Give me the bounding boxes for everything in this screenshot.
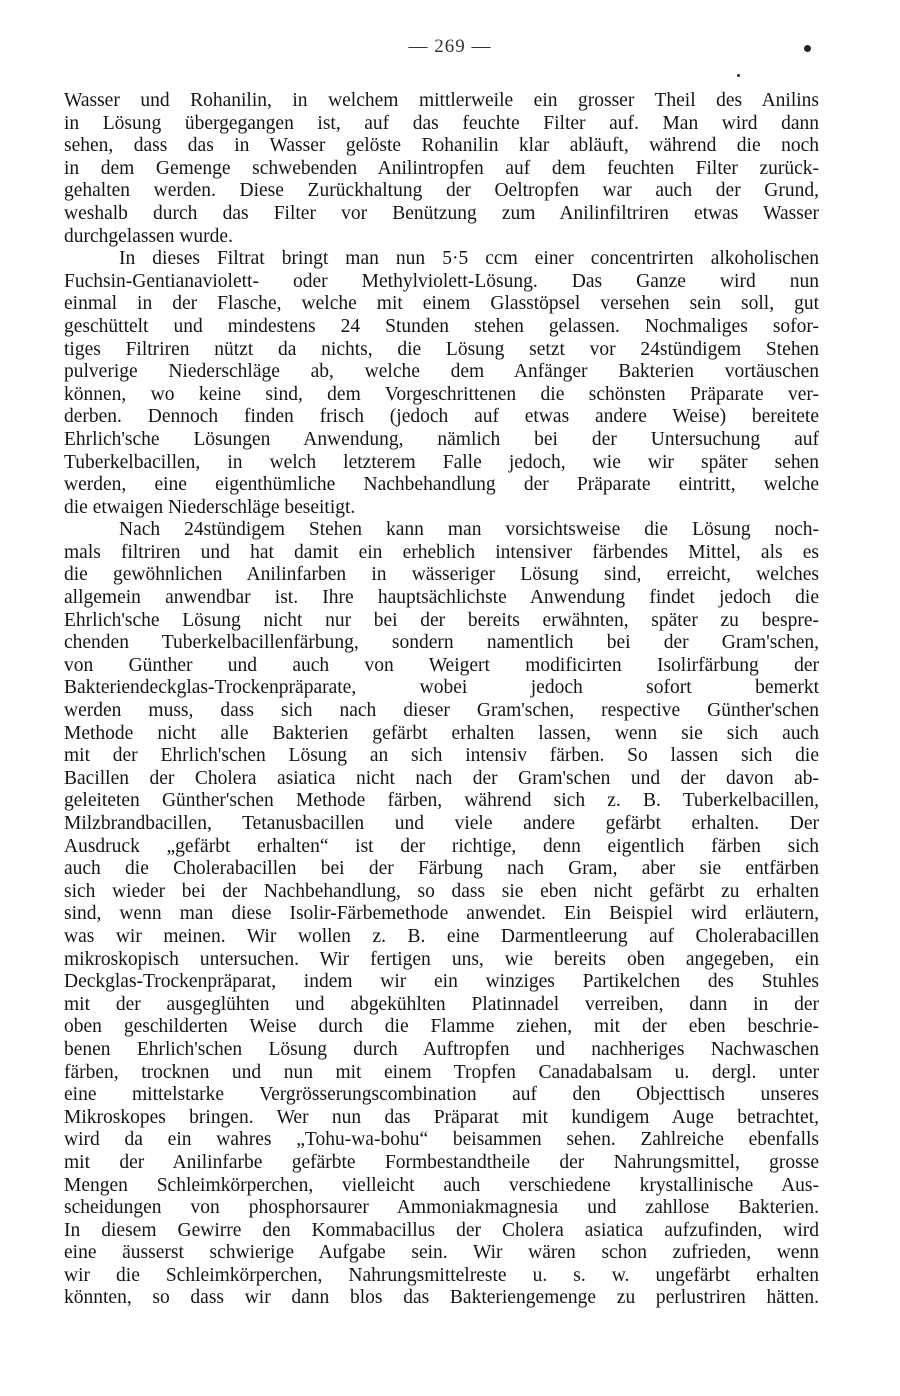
- text-line: auch die Cholerabacillen bei der Färbung nach Gram, aber sie entfärben: [64, 858, 819, 880]
- text-line: wir die Schleimkörperchen, Nahrungsmittelreste u. s. w. ungefärbt erhalten: [64, 1264, 819, 1286]
- print-speck-dot: [737, 74, 740, 77]
- body-text: [64, 90, 819, 1310]
- text-line: sehen, dass das in Wasser gelöste Rohanilin klar abläuft, während die noch: [64, 135, 819, 157]
- text-line: mals filtriren und hat damit ein erheblich intensiver färbendes Mittel, als es: [64, 541, 819, 563]
- text-line: Ehrlich'sche Lösung nicht nur bei der bereits erwähnten, später zu bespre-: [64, 609, 819, 631]
- text-line: mikroskopisch untersuchen. Wir fertigen uns, wie bereits oben angegeben, ein: [64, 948, 819, 970]
- text-line: In diesem Gewirre den Kommabacillus der Cholera asiatica aufzufinden, wird: [64, 1219, 819, 1241]
- text-line: geleiteten Günther'schen Methode färben, während sich z. B. Tuberkelbacillen,: [64, 790, 819, 812]
- text-line: einmal in der Flasche, welche mit einem Glasstöpsel versehen sein soll, gut: [64, 293, 819, 315]
- text-line: in dem Gemenge schwebenden Anilintropfen auf dem feuchten Filter zurück-: [64, 157, 819, 179]
- text-line: durchgelassen wurde.: [64, 225, 233, 247]
- text-line: sind, wenn man diese Isolir-Färbemethode anwendet. Ein Beispiel wird erläutern,: [64, 903, 819, 925]
- print-speck-dot: [804, 45, 811, 52]
- text-line: mit der Anilinfarbe gefärbte Formbestandtheile der Nahrungsmittel, grosse: [64, 1151, 819, 1173]
- text-line: die gewöhnlichen Anilinfarben in wässeriger Lösung sind, erreicht, welches: [64, 564, 819, 586]
- text-line: Mikroskopes bringen. Wer nun das Präparat mit kundigem Auge betrachtet,: [64, 1106, 819, 1128]
- text-line: pulverige Niederschläge ab, welche dem Anfänger Bakterien vortäuschen: [64, 361, 819, 383]
- text-line: Mengen Schleimkörperchen, vielleicht auch verschiedene krystallinische Aus-: [64, 1174, 819, 1196]
- text-line: Nach 24stündigem Stehen kann man vorsichtsweise die Lösung noch-: [119, 519, 819, 541]
- text-line: Deckglas-Trockenpräparat, indem wir ein winziges Partikelchen des Stuhles: [64, 971, 819, 993]
- text-line: Milzbrandbacillen, Tetanusbacillen und viele andere gefärbt erhalten. Der: [64, 813, 819, 834]
- text-line: tiges Filtriren nützt da nichts, die Lösung setzt vor 24stündigem Stehen: [64, 338, 819, 360]
- text-line: was wir meinen. Wir wollen z. B. eine Darmentleerung auf Cholerabacillen: [64, 925, 819, 947]
- page-number: — 269 —: [408, 36, 492, 57]
- text-line: geschüttelt und mindestens 24 Stunden stehen gelassen. Nochmaliges sofor-: [64, 315, 819, 337]
- text-line: wird da ein wahres „Tohu-wa-bohu“ beisammen sehen. Zahlreiche ebenfalls: [64, 1129, 819, 1151]
- text-line: Wasser und Rohanilin, in welchem mittlerweile ein grosser Theil des Anilins: [64, 90, 819, 111]
- text-line: in Lösung übergegangen ist, auf das feuchte Filter auf. Man wird dann: [64, 112, 819, 134]
- text-line: Bakteriendeckglas-Trockenpräparate, wobei jedoch sofort bemerkt: [64, 677, 819, 699]
- text-line: von Günther und auch von Weigert modificirten Isolirfärbung der: [64, 654, 819, 676]
- text-line: scheidungen von phosphorsaurer Ammoniakmagnesia und zahllose Bakterien.: [64, 1197, 819, 1219]
- text-line: eine äusserst schwierige Aufgabe sein. Wir wären schon zufrieden, wenn: [64, 1242, 819, 1264]
- text-line: mit der ausgeglühten und abgekühlten Platinnadel verreiben, dann in der: [64, 993, 819, 1015]
- text-line: färben, trocknen und nun mit einem Tropfen Canadabalsam u. dergl. unter: [64, 1061, 819, 1083]
- text-line: eine mittelstarke Vergrösserungscombination auf den Objecttisch unseres: [64, 1084, 819, 1106]
- text-line: Ausdruck „gefärbt erhalten“ ist der richtige, denn eigentlich färben sich: [64, 835, 819, 857]
- text-line: können, wo keine sind, dem Vorgeschrittenen die schönsten Präparate ver-: [64, 383, 819, 405]
- text-line: derben. Dennoch finden frisch (jedoch auf etwas andere Weise) bereitete: [64, 406, 819, 428]
- text-line: werden, eine eigenthümliche Nachbehandlung der Präparate eintritt, welche: [64, 474, 819, 496]
- text-line: werden muss, dass sich nach dieser Gram'schen, respective Günther'schen: [64, 700, 819, 722]
- text-line: mit der Ehrlich'schen Lösung an sich intensiv färben. So lassen sich die: [64, 745, 819, 767]
- text-line: die etwaigen Niederschläge beseitigt.: [64, 496, 356, 518]
- text-line: gehalten werden. Diese Zurückhaltung der Oeltropfen war auch der Grund,: [64, 180, 819, 202]
- text-line: benen Ehrlich'schen Lösung durch Auftropfen und nachheriges Nachwaschen: [64, 1038, 819, 1060]
- text-line: oben geschilderten Weise durch die Flamme ziehen, mit der eben beschrie-: [64, 1016, 819, 1038]
- text-line: Bacillen der Cholera asiatica nicht nach der Gram'schen und der davon ab-: [64, 767, 819, 789]
- text-line: In dieses Filtrat bringt man nun 5·5 ccm einer concentrirten alkoholischen: [119, 248, 819, 270]
- text-line: weshalb durch das Filter vor Benützung zum Anilinfiltriren etwas Wasser: [64, 202, 819, 224]
- text-line: Tuberkelbacillen, in welch letzterem Falle jedoch, wie wir später sehen: [64, 451, 819, 473]
- text-line: Fuchsin-Gentianaviolett- oder Methylviolett-Lösung. Das Ganze wird nun: [64, 270, 819, 292]
- text-line: Methode nicht alle Bakterien gefärbt erhalten lassen, wenn sie sich auch: [64, 722, 819, 744]
- text-line: allgemein anwendbar ist. Ihre hauptsächlichste Anwendung findet jedoch die: [64, 587, 819, 609]
- text-line: chenden Tuberkelbacillenfärbung, sondern namentlich bei der Gram'schen,: [64, 632, 819, 654]
- text-line: Ehrlich'sche Lösungen Anwendung, nämlich bei der Untersuchung auf: [64, 428, 819, 450]
- text-line: könnten, so dass wir dann blos das Bakteriengemenge zu perlustriren hätten.: [64, 1287, 819, 1309]
- text-line: sich wieder bei der Nachbehandlung, so dass sie eben nicht gefärbt zu erhalten: [64, 880, 819, 902]
